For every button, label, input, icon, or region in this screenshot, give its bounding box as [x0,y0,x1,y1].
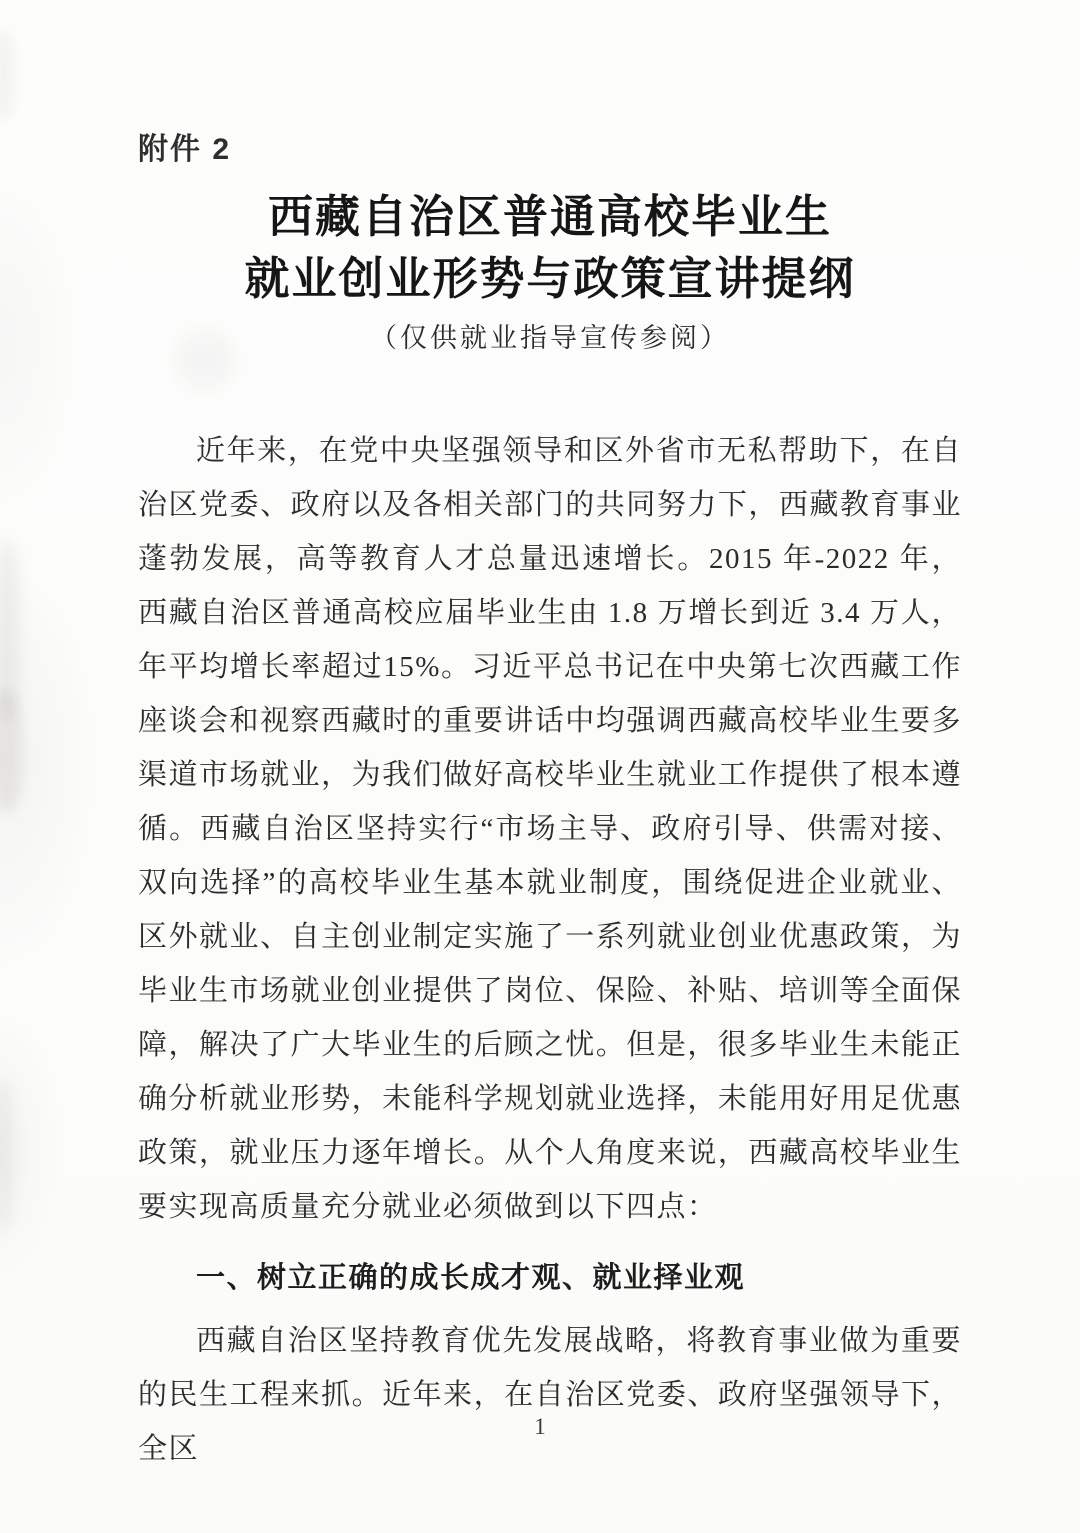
page-number: 1 [534,1414,546,1439]
document-title [138,186,962,310]
document-subtitle: （仅供就业指导宣传参阅） [370,323,730,353]
scan-artifact [0,540,20,720]
document-title-line-2: 就业创业形势与政策宣讲提纲 [244,254,856,304]
body-paragraph-1: 近年来，在党中央坚强领导和区外省市无私帮助下，在自治区党委、政府以及各相关部门的共同努力下，西藏教育事业蓬勃发展，高等教育人才总量迅速增长。2015 年-2022 年，西藏自治区普通高校应届毕业生由 1.8 万增长到近 3.4 万人，年平均增长率超过15%。习近平总书记在中央第七次西藏工作座谈会和视察西藏时的重要讲话中均强调西藏高校毕业生要多渠道市场就业，为我们做好高校毕业生就业工作提供了根本遵循。西藏自治区坚持实行“市场主导、政府引导、供需对接、双向选择”的高校毕业生基本就业制度，围绕促进企业就业、区外就业、自主创业制定实施了一系列就业创业优惠政策，为毕业生市场就业创业提供了岗位、保险、补贴、培训等全面保障，解决了广大毕业生的后顾之忧。但是，很多毕业生未能正确分析就业形势，未能科学规划就业选择，未能用好用足优惠政策，就业压力逐年增长。从个人角度来说，西藏高校毕业生要实现高质量充分就业必须做到以下四点： [138,435,962,1223]
scan-artifact [0,690,22,810]
body-paragraph-2: 西藏自治区坚持教育优先发展战略，将教育事业做为重要的民生工程来抓。近年来，在自治区党委、政府坚强领导下，全区 [138,1325,962,1465]
document-title-line-1: 西藏自治区普通高校毕业生 [267,192,832,242]
section-heading-1: 一、树立正确的成长成才观、就业择业观 [196,1262,746,1294]
scan-artifact [0,30,14,120]
scan-artifact [0,1080,14,1230]
document-body [138,424,962,1476]
attachment-label: 附件 2 [138,133,232,166]
